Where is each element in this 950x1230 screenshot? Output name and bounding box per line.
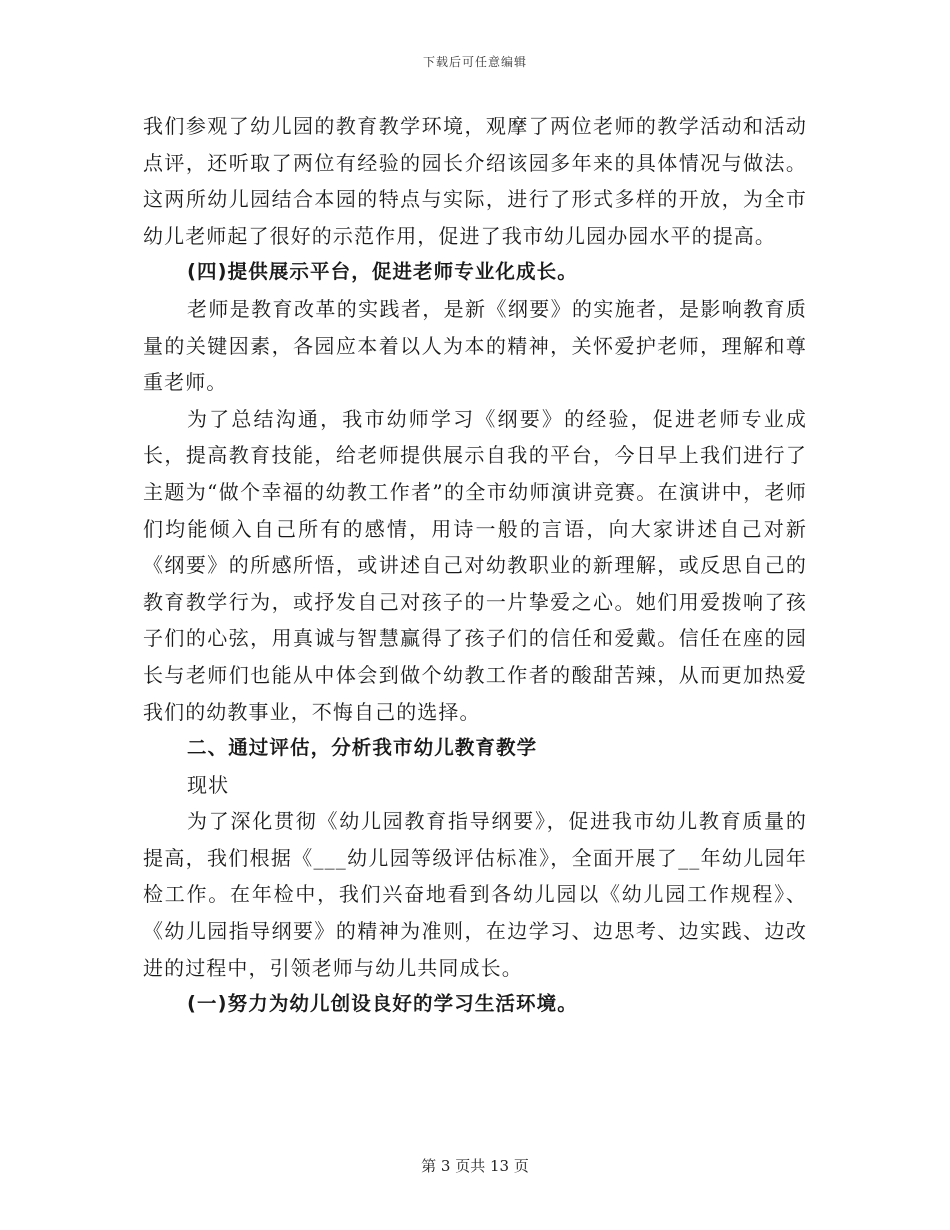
page-header: 下载后可任意编辑 <box>422 55 527 69</box>
paragraph-visit-summary: 我们参观了幼儿园的教育教学环境，观摩了两位老师的教学活动和活动点评，还听取了两位有经验的园长介绍该园多年来的具体情况与做法。这两所幼儿园结合本园的特点与实际，进行了形式多样的开放，为全市幼儿老师起了很好的示范作用，促进了我市幼儿园办园水平的提高。 <box>143 114 807 248</box>
page-footer: 第 3 页共 13 页 <box>421 1157 529 1175</box>
section-heading-four: (四)提供展示平台，促进老师专业化成长。 <box>187 260 578 284</box>
paragraph-teacher-role: 老师是教育改革的实践者，是新《纲要》的实施者，是影响教育质量的关键因素，各园应本着以人为本的精神，关怀爱护老师，理解和尊重老师。 <box>143 296 807 395</box>
paragraph-speech-contest: 为了总结沟通，我市幼师学习《纲要》的经验，促进老师专业成长，提高教育技能，给老师提供展示自我的平台，今日早上我们进行了主题为“做个幸福的幼教工作者”的全市幼师演讲竞赛。在演讲中，老师们均能倾入自己所有的感情，用诗一般的言语，向大家讲述自己对新《纲要》的所感所悟，或讲述自己对幼教职业的新理解，或反思自己的教育教学行为，或抒发自己对孩子的一片挚爱之心。她们用爱拨响了孩子们的心弦，用真诚与智慧赢得了孩子们的信任和爱戴。信任在座的园长与老师们也能从中体会到做个幼教工作者的酸甜苦辣，从而更加热爱我们的幼教事业，不悔自己的选择。 <box>143 406 807 724</box>
section-heading-one: (一)努力为幼儿创设良好的学习生活环境。 <box>187 992 578 1016</box>
paragraph-evaluation: 为了深化贯彻《幼儿园教育指导纲要》，促进我市幼儿教育质量的提高，我们根据《___幼儿园等级评估标准》，全面开展了__年幼儿园年检工作。在年检中，我们兴奋地看到各幼儿园以《幼儿园工作规程》、《幼儿园指导纲要》的精神为准则，在边学习、边思考、边实践、边改进的过程中，引领老师与幼儿共同成长。 <box>143 809 807 980</box>
section-heading-two: 二、通过评估，分析我市幼儿教育教学 <box>187 736 538 760</box>
paragraph-status: 现状 <box>187 772 230 797</box>
document-body <box>143 108 807 1023</box>
